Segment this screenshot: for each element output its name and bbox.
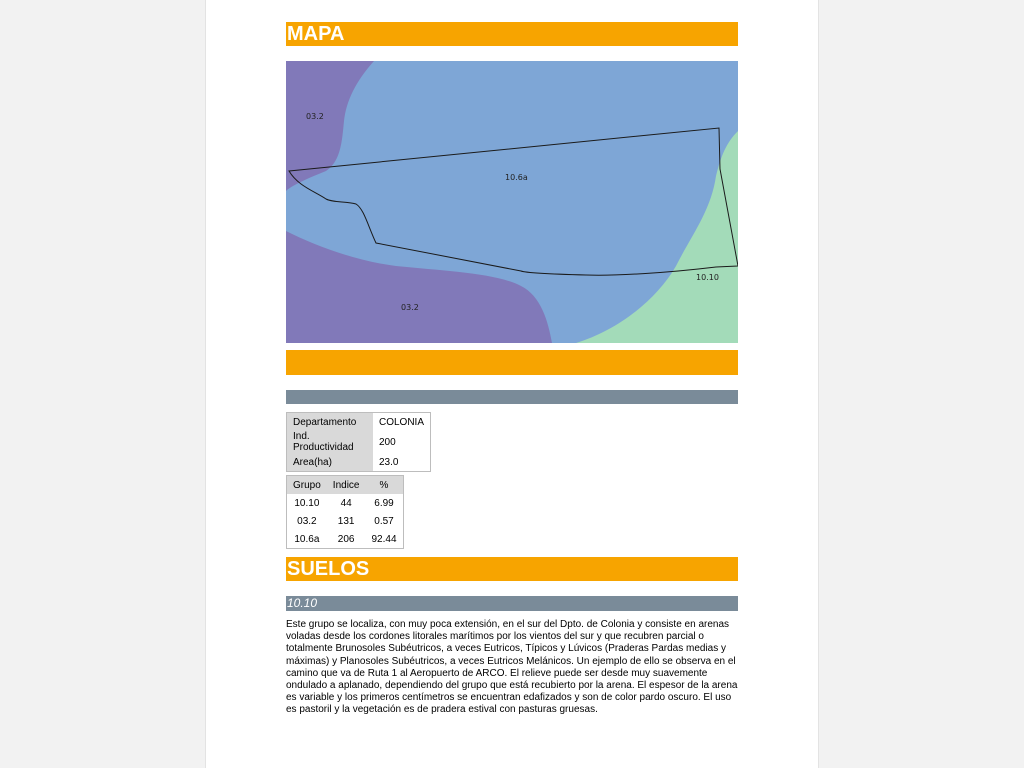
summary-label: Ind. Productividad xyxy=(287,431,374,453)
summary-table xyxy=(286,412,431,472)
soil-group-subheader xyxy=(286,596,738,611)
groups-header-cell: % xyxy=(365,476,403,495)
soil-map-canvas xyxy=(286,61,738,343)
group-percent-cell: 92.44 xyxy=(371,533,397,545)
summary-row xyxy=(287,453,431,472)
soil-description: Este grupo se localiza, con muy poca extensión, en el sur del Dpto. de Colonia y consiste en arenas voladas desde los cordones litorales marítimos por los vientos del sur y que recubren parcial o totalmente Brunosoles Subéutricos, a veces Eutricos, Típicos y Lúvicos (Praderas Pardas medias y máximas) y Planosoles Subéutricos, a veces Eutricos Melánicos. Un ejemplo de ello se observa en el camino que va de Ruta 1 al Aeropuerto de ARCO. El relieve puede ser desde muy suavemente ondulado a aplanado, dependiendo del grupo que está recubierto por la arena. El espesor de la arena es variable y los primeros centímetros se encuentran edafizados y son de color pardo oscuro. El uso es pastoril y la vegetación es de pradera estival con pasturas gruesas. xyxy=(286,619,738,716)
map-label-10-6a: 10.6a xyxy=(505,173,528,182)
groups-header-row xyxy=(287,476,404,495)
summary-row xyxy=(287,413,431,432)
groups-header-cell: Grupo xyxy=(287,476,327,495)
summary-row xyxy=(287,431,431,453)
group-code-cell: 10.6a xyxy=(294,533,320,545)
soil-map xyxy=(286,61,738,343)
summary-value: COLONIA xyxy=(379,416,425,428)
group-code-cell: 10.10 xyxy=(294,497,320,509)
map-label-03-2-south: 03.2 xyxy=(401,303,419,312)
info-divider-bar xyxy=(286,390,738,404)
soils-section-title: SUELOS xyxy=(287,558,370,580)
map-section-title: MAPA xyxy=(287,23,345,45)
summary-label: Departamento xyxy=(287,413,374,432)
group-percent-cell: 0.57 xyxy=(374,515,394,527)
groups-header-cell: Indice xyxy=(327,476,366,495)
group-index-cell: 44 xyxy=(340,497,352,509)
soil-group-code: 10.10 xyxy=(287,596,318,610)
summary-label: Area(ha) xyxy=(287,453,374,472)
table-row xyxy=(287,494,404,512)
map-legend-bar xyxy=(286,350,738,375)
group-percent-cell: 6.99 xyxy=(374,497,394,509)
groups-table xyxy=(286,475,404,549)
report-page xyxy=(205,0,819,768)
group-code-cell: 03.2 xyxy=(297,515,317,527)
summary-value: 23.0 xyxy=(379,456,399,468)
table-row xyxy=(287,512,404,530)
group-index-cell: 206 xyxy=(337,533,355,545)
summary-value: 200 xyxy=(379,436,396,448)
map-section-header xyxy=(286,22,738,46)
map-label-03-2-north: 03.2 xyxy=(306,112,324,121)
map-label-10-10: 10.10 xyxy=(696,273,719,282)
table-row xyxy=(287,530,404,549)
group-index-cell: 131 xyxy=(337,515,355,527)
soils-section-header xyxy=(286,557,738,581)
